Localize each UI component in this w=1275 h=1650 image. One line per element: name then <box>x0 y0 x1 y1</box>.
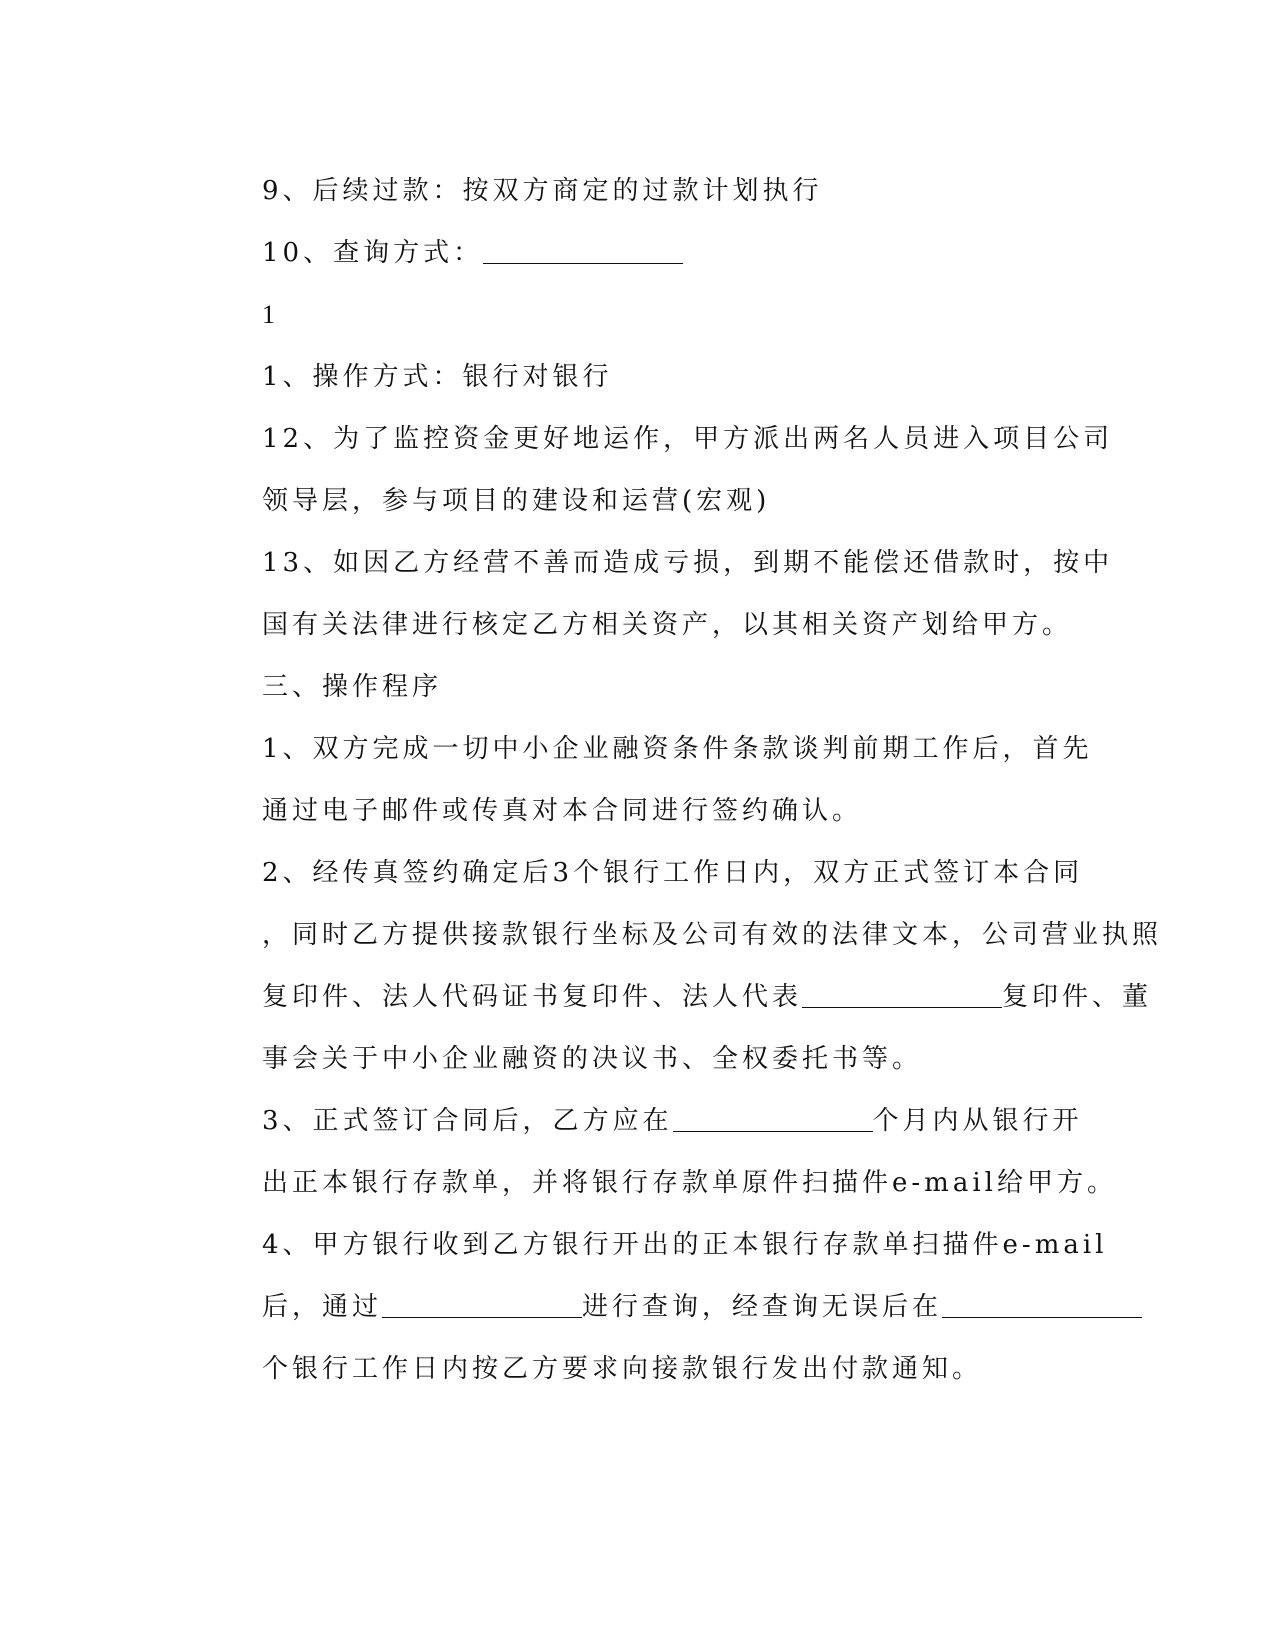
step-3 <box>190 1090 1117 1214</box>
step-2-line3 <box>190 966 1153 1028</box>
step-3-line2: 出正本银行存款单，并将银行存款单原件扫描件e-mail给甲方。 <box>262 1168 1117 1198</box>
step-4-line1: 4、甲方银行收到乙方银行开出的正本银行存款单扫描件e-mail <box>262 1230 1108 1260</box>
step-2-line4: 事会关于中小企业融资的决议书、全权委托书等。 <box>262 1044 923 1074</box>
paragraph-13-line2: 国有关法律进行核定乙方相关资产，以其相关资产划给甲方。 <box>262 610 1073 640</box>
step-4-line2-mid: 进行查询，经查询无误后在 <box>582 1292 943 1322</box>
step-3-line1-suffix: 个月内从银行开 <box>872 1106 1083 1136</box>
paragraph-operation-method <box>190 346 1070 408</box>
paragraph-10 <box>190 222 1070 284</box>
step-4 <box>190 1214 1108 1400</box>
months-blank <box>673 1105 873 1132</box>
working-days-blank <box>942 1291 1142 1318</box>
section-heading-3 <box>190 656 1070 718</box>
paragraph-operation-method-text: 1、操作方式：银行对银行 <box>262 362 613 392</box>
step-1-line1: 1、双方完成一切中小企业融资条件条款谈判前期工作后，首先 <box>262 734 1093 764</box>
paragraph-12-line1: 12、为了监控资金更好地运作，甲方派出两名人员进入项目公司 <box>262 424 1114 454</box>
paragraph-9 <box>190 160 1070 222</box>
document-body <box>190 160 1163 1400</box>
paragraph-10-prefix: 10、查询方式： <box>262 238 484 268</box>
step-4-line2-prefix: 后，通过 <box>262 1292 383 1322</box>
query-channel-blank <box>382 1291 582 1318</box>
step-4-line3: 个银行工作日内按乙方要求向接款银行发出付款通知。 <box>262 1354 983 1384</box>
step-3-line1 <box>190 1090 1083 1152</box>
step-2-line3-prefix: 复印件、法人代码证书复印件、法人代表 <box>262 982 803 1012</box>
step-4-line2 <box>190 1276 1070 1338</box>
paragraph-10-line <box>190 222 1070 284</box>
paragraph-13 <box>190 532 1114 656</box>
query-method-blank <box>483 237 683 264</box>
section-heading-3-text: 三、操作程序 <box>262 672 443 702</box>
paragraph-number-1 <box>190 284 1070 346</box>
step-2 <box>190 842 1163 1090</box>
paragraph-9-text: 9、后续过款：按双方商定的过款计划执行 <box>262 176 823 206</box>
step-2-line2: ，同时乙方提供接款银行坐标及公司有效的法律文本，公司营业执照 <box>262 920 1163 950</box>
step-1 <box>190 718 1093 842</box>
paragraph-13-line1: 13、如因乙方经营不善而造成亏损，到期不能偿还借款时，按中 <box>262 548 1114 578</box>
step-2-line1: 2、经传真签约确定后3个银行工作日内，双方正式签订本合同 <box>262 858 1084 888</box>
paragraph-12-line2: 领导层，参与项目的建设和运营(宏观) <box>262 486 771 516</box>
step-2-line3-suffix: 复印件、董 <box>1002 982 1153 1012</box>
step-1-line2: 通过电子邮件或传真对本合同进行签约确认。 <box>262 796 863 826</box>
step-3-line1-prefix: 3、正式签订合同后，乙方应在 <box>262 1106 673 1136</box>
paragraph-number-1-text: 1 <box>262 300 279 329</box>
paragraph-12 <box>190 408 1114 532</box>
legal-rep-blank <box>802 981 1002 1008</box>
